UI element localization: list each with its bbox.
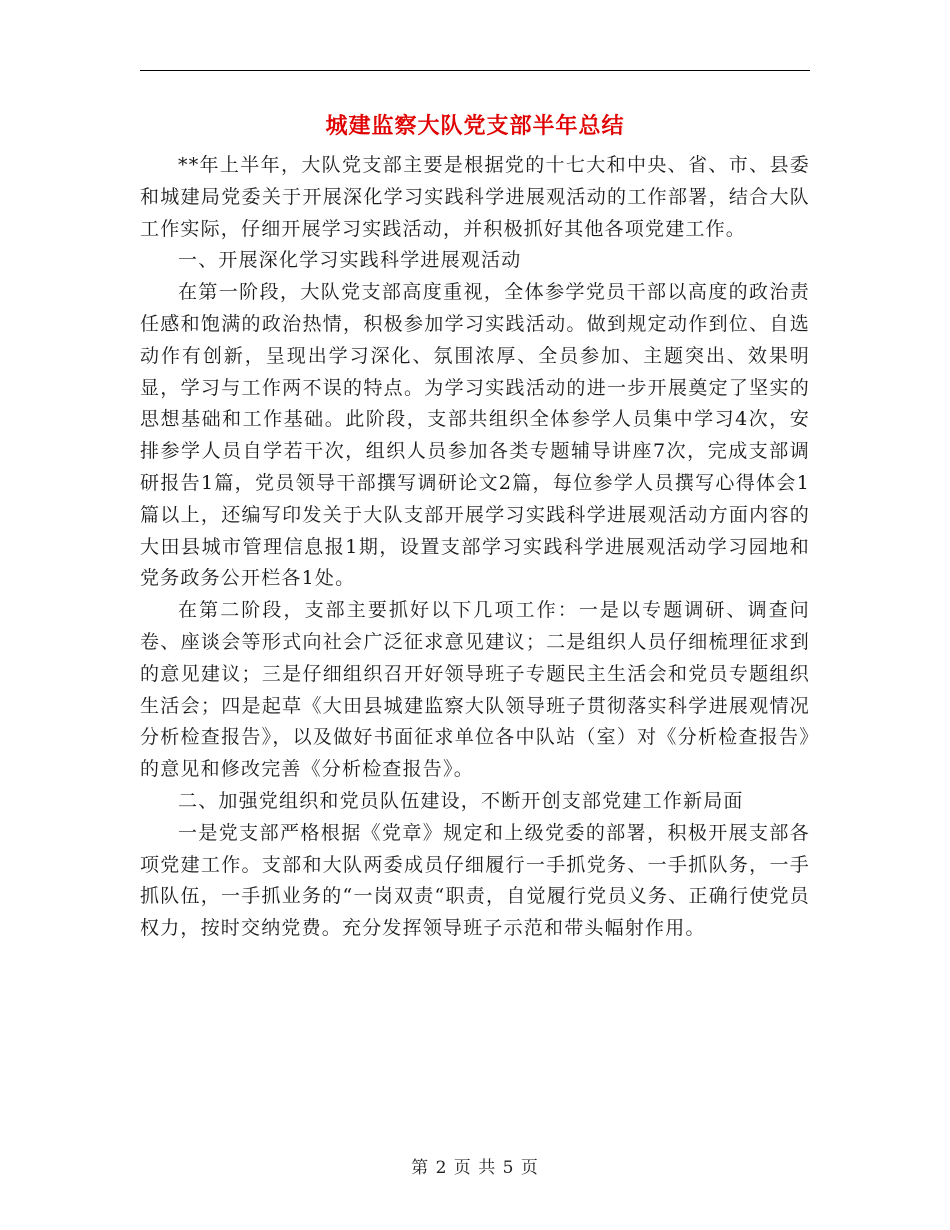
page-number-footer: 第 2 页 共 5 页 [411, 1158, 539, 1178]
paragraph-phase-two: 在第二阶段，支部主要抓好以下几项工作：一是以专题调研、调查问卷、座谈会等形式向社会广泛征求意见建议；二是组织人员仔细梳理征求到的意见建议；三是仔细组织召开好领导班子专题民主生活会和党员专题组织生活会；四是起草《大田县城建监察大队领导班子贯彻落实科学进展观情况分析检查报告》，以及做好书面征求单位各中队站（室）对《分析检查报告》的意见和修改完善《分析检查报告》。 [140, 599, 810, 781]
section-heading-1: 一、开展深化学习实践科学进展观活动 [178, 249, 522, 272]
paragraph-intro: **年上半年，大队党支部主要是根据党的十七大和中央、省、市、县委和城建局党委关于开展深化学习实践科学进展观活动的工作部署，结合大队工作实际，仔细开展学习实践活动，并积极抓好其他各项党建工作。 [140, 154, 810, 240]
section-heading-2: 二、加强党组织和党员队伍建设，不断开创支部党建工作新局面 [178, 789, 744, 812]
document-body [140, 150, 810, 945]
paragraph-party-building: 一是党支部严格根据《党章》规定和上级党委的部署，积极开展支部各项党建工作。支部和大队两委成员仔细履行一手抓党务、一手抓队务，一手抓队伍，一手抓业务的“一岗双责“职责，自觉履行党员义务、正确行使党员权力，按时交纳党费。充分发挥领导班子示范和带头幅射作用。 [140, 821, 810, 940]
header-rule [140, 70, 810, 71]
paragraph-phase-one: 在第一阶段，大队党支部高度重视，全体参学党员干部以高度的政治责任感和饱满的政治热情，积极参加学习实践活动。做到规定动作到位、自选动作有创新，呈现出学习深化、氛围浓厚、全员参加、主题突出、效果明显，学习与工作两不误的特点。为学习实践活动的进一步开展奠定了坚实的思想基础和工作基础。此阶段，支部共组织全体参学人员集中学习4次，安排参学人员自学若干次，组织人员参加各类专题辅导讲座7次，完成支部调研报告1篇，党员领导干部撰写调研论文2篇，每位参学人员撰写心得体会1篇以上，还编写印发关于大队支部开展学习实践科学进展观活动方面内容的大田县城市管理信息报1期，设置支部学习实践科学进展观活动学习园地和党务政务公开栏各1处。 [140, 281, 810, 590]
document-title: 城建监察大队党支部半年总结 [325, 113, 625, 139]
